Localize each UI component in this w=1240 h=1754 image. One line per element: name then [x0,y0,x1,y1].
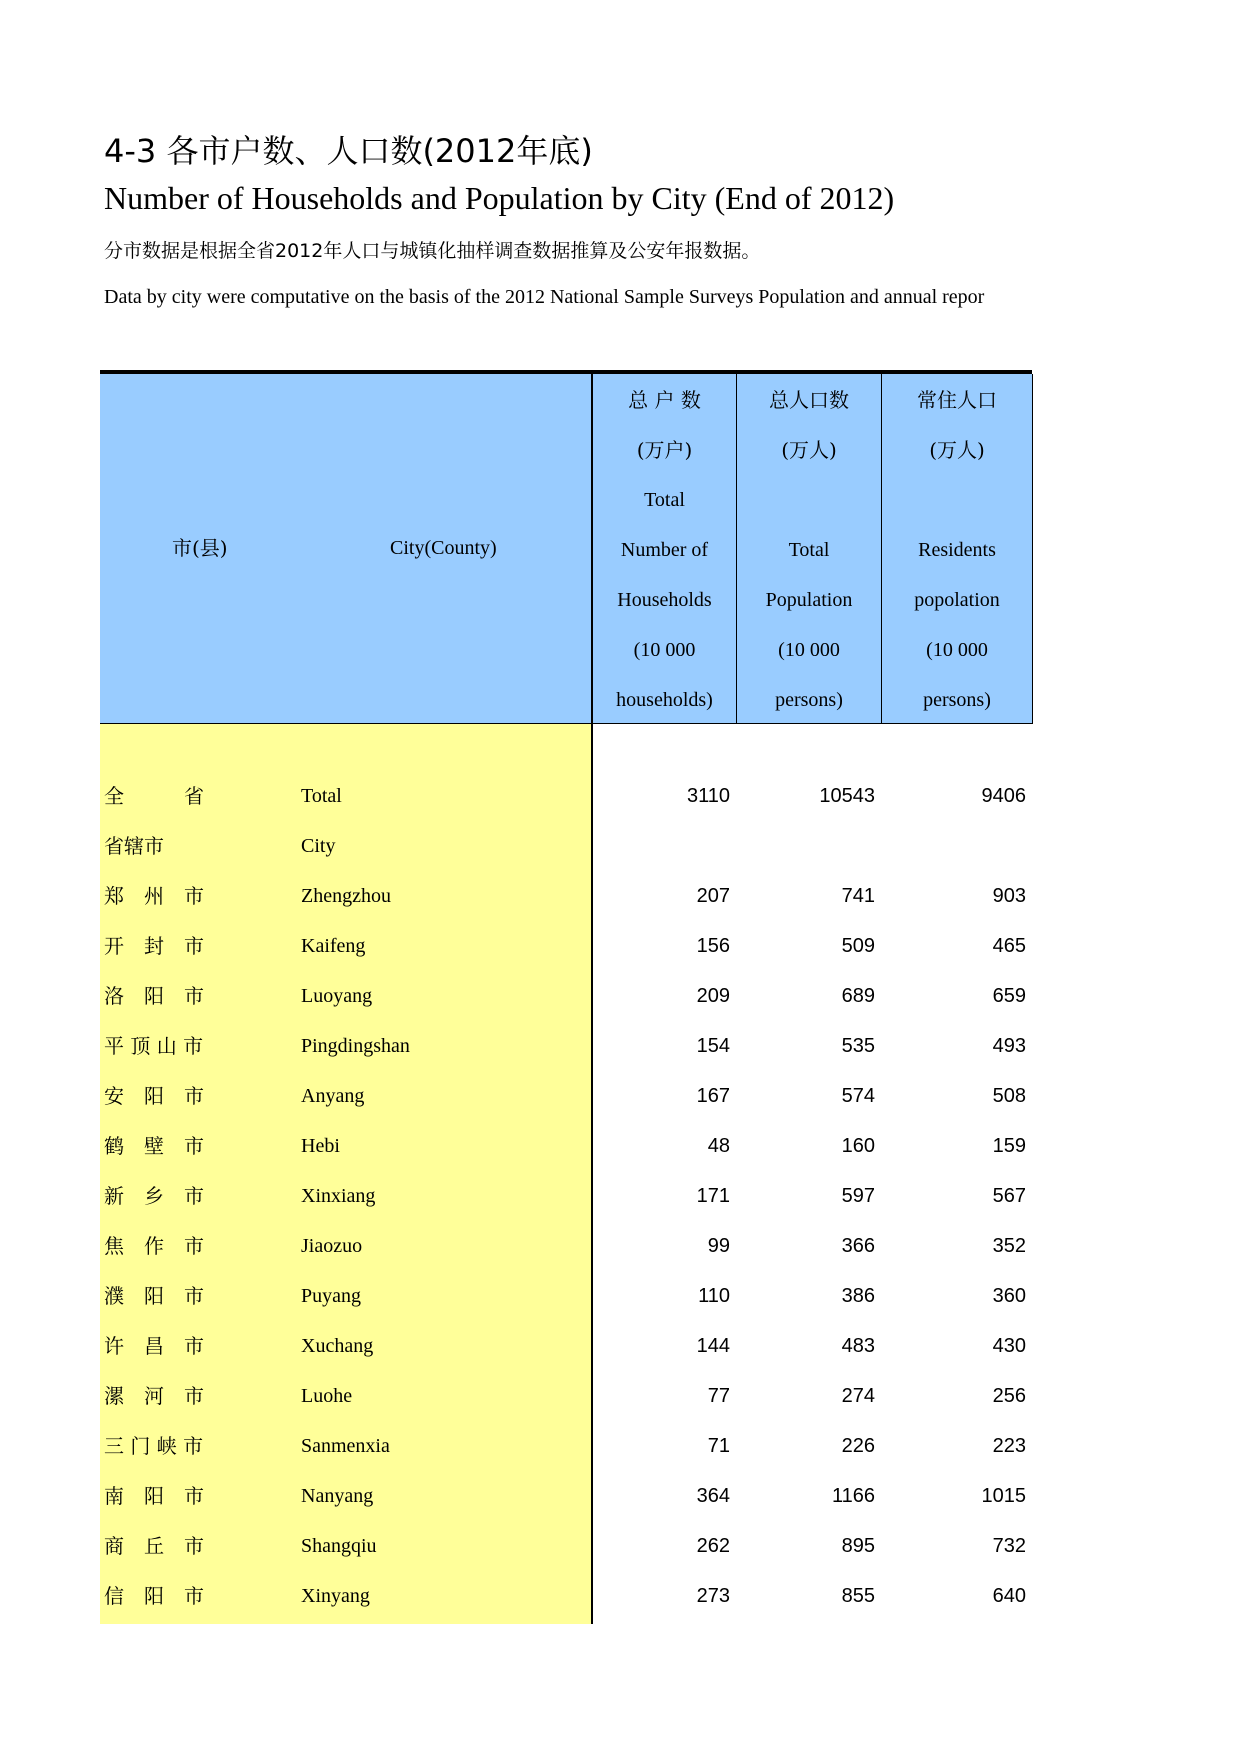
header-line: persons) [923,689,991,711]
table-row [0,836,1240,886]
population-value: 160 [841,1135,875,1157]
population-value: 274 [841,1385,875,1407]
residents-value: 9406 [981,785,1026,807]
table-row [0,1586,1240,1636]
households-value: 154 [696,1035,730,1057]
row-name-english: Anyang [301,1085,365,1107]
header-line: Households [617,589,712,611]
population-value: 483 [841,1335,875,1357]
row-name-english: Zhengzhou [301,885,391,907]
row-name-chinese: 南 阳 市 [104,1484,204,1508]
row-name-english: Luoyang [301,985,373,1007]
households-value: 167 [696,1085,730,1107]
header-line: Total [644,489,685,511]
households-value: 77 [707,1385,730,1407]
row-name-chinese: 鹤 壁 市 [104,1134,204,1158]
row-name-chinese: 安 阳 市 [104,1084,204,1108]
residents-value: 352 [992,1235,1026,1257]
row-name-english: City [301,835,336,857]
households-value: 262 [696,1535,730,1557]
table-row [0,886,1240,936]
residents-value: 159 [992,1135,1026,1157]
stub-header-english: City(County) [390,537,497,559]
table-row [0,786,1240,836]
population-value: 509 [841,935,875,957]
row-name-english: Hebi [301,1135,340,1157]
residents-value: 1015 [981,1485,1026,1507]
residents-value: 465 [992,935,1026,957]
row-name-english: Jiaozuo [301,1235,363,1257]
table-row [0,1186,1240,1236]
households-value: 99 [707,1235,730,1257]
residents-value: 430 [992,1335,1026,1357]
row-name-chinese: 全 省 [104,784,204,808]
population-value: 1166 [831,1485,875,1507]
table-row [0,1386,1240,1436]
row-name-chinese: 郑 州 市 [104,884,204,908]
table-row [0,986,1240,1036]
row-name-chinese: 开 封 市 [104,934,204,958]
header-line: (10 000 [778,639,840,661]
header-line: Number of [620,539,709,561]
row-name-chinese: 漯 河 市 [104,1384,204,1408]
column-header-households [593,374,737,724]
population-value: 226 [841,1435,875,1457]
column-header-residents [882,374,1033,724]
residents-value: 640 [992,1585,1026,1607]
row-name-english: Xuchang [301,1335,374,1357]
households-value: 171 [696,1185,730,1207]
residents-value: 903 [992,885,1026,907]
residents-value: 493 [992,1035,1026,1057]
header-line: 总人口数 [769,388,849,412]
households-value: 3110 [686,785,730,807]
population-value: 366 [841,1235,875,1257]
row-name-english: Puyang [301,1285,361,1307]
population-value: 10543 [819,785,875,807]
page-title-english: Number of Households and Population by City (End of 2012) [104,180,895,216]
population-value: 855 [841,1585,875,1607]
table-row [0,1236,1240,1286]
table-row [0,936,1240,986]
row-name-english: Total [301,785,342,807]
row-name-chinese: 平 顶 山 市 [104,1034,204,1058]
population-value: 689 [841,985,875,1007]
table-row [0,1486,1240,1536]
row-name-english: Luohe [301,1385,353,1407]
row-name-english: Sanmenxia [301,1435,390,1457]
households-value: 207 [696,885,730,907]
row-name-chinese: 焦 作 市 [104,1234,204,1258]
households-value: 110 [698,1285,730,1307]
table-row [0,1036,1240,1086]
households-value: 209 [696,985,730,1007]
table-row [0,1536,1240,1586]
row-name-chinese: 信 阳 市 [104,1584,204,1608]
row-name-chinese: 新 乡 市 [104,1184,204,1208]
table-row [0,1086,1240,1136]
table-header-stub [100,374,593,724]
population-value: 535 [841,1035,875,1057]
residents-value: 732 [992,1535,1026,1557]
residents-value: 223 [992,1435,1026,1457]
row-name-chinese: 洛 阳 市 [104,984,204,1008]
row-name-chinese: 商 丘 市 [104,1534,204,1558]
table-row [0,1136,1240,1186]
column-header-population [737,374,882,724]
header-line: (万人) [929,438,985,462]
header-line: popolation [914,589,1000,611]
residents-value: 360 [992,1285,1026,1307]
header-line: 总 户 数 [628,388,701,412]
header-line: (万人) [781,438,837,462]
population-value: 597 [841,1185,875,1207]
header-line: households) [616,689,713,711]
households-value: 144 [696,1335,730,1357]
row-name-chinese: 省辖市 [104,834,164,858]
table-row [0,1286,1240,1336]
households-value: 71 [707,1435,730,1457]
source-note-english: Data by city were computative on the basis of the 2012 National Sample Surveys Population and annual repor [104,286,985,308]
header-line: (万户) [636,438,693,462]
table-row [0,1436,1240,1486]
population-value: 386 [841,1285,875,1307]
population-value: 574 [841,1085,875,1107]
header-line: (10 000 [633,639,696,661]
row-name-chinese: 濮 阳 市 [104,1284,204,1308]
population-value: 741 [841,885,875,907]
row-name-english: Shangqiu [301,1535,377,1557]
households-value: 273 [696,1585,730,1607]
page-title-chinese: 4-3 各市户数、人口数(2012年底) [104,132,593,170]
households-value: 364 [696,1485,730,1507]
header-line: 常住人口 [917,388,997,412]
row-name-chinese: 三 门 峡 市 [104,1434,204,1458]
households-value: 48 [707,1135,730,1157]
header-line: persons) [775,689,843,711]
table-row [0,1336,1240,1386]
residents-value: 659 [992,985,1026,1007]
residents-value: 256 [992,1385,1026,1407]
row-name-english: Kaifeng [301,935,366,957]
residents-value: 508 [992,1085,1026,1107]
row-name-english: Xinxiang [301,1185,376,1207]
stub-header-chinese: 市(县) [172,536,228,560]
source-note-chinese: 分市数据是根据全省2012年人口与城镇化抽样调查数据推算及公安年报数据。 [104,240,761,262]
header-line: Total [788,539,830,561]
households-value: 156 [696,935,730,957]
population-value: 895 [841,1535,875,1557]
row-name-english: Pingdingshan [301,1035,410,1057]
row-name-english: Xinyang [301,1585,370,1607]
header-line: Population [765,589,853,611]
row-name-english: Nanyang [301,1485,374,1507]
header-line: (10 000 [926,639,988,661]
header-line: Residents [918,539,996,561]
row-name-chinese: 许 昌 市 [104,1334,204,1358]
residents-value: 567 [992,1185,1026,1207]
